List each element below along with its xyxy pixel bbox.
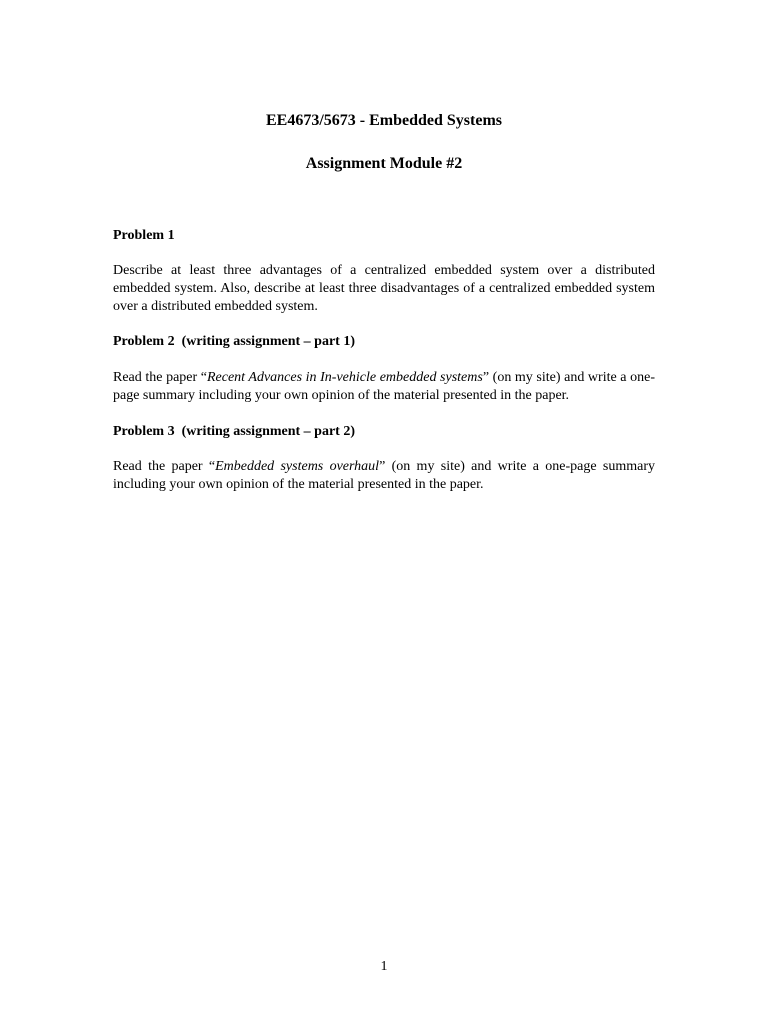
document-subtitle: Assignment Module #2 [305, 155, 463, 172]
problem-1-body: Describe at least three advantages of a centralized embedded system over a distributed embedded system. Also, describe at least three disadvantages of a centralized embedded system over a distributed embedded system. [113, 263, 655, 314]
problem-2-body [113, 369, 655, 405]
problem-3-paper-title: Embedded systems overhaul [215, 459, 380, 474]
problem-2-body-before: Read the paper “ [113, 370, 207, 385]
problem-1-heading: Problem 1 [113, 228, 175, 243]
page-number: 1 [380, 959, 388, 974]
problem-3-body-after: ” (on my site) and write a one-page summary including your own opinion of the material presented in the paper. [113, 459, 655, 492]
problem-3-body [113, 458, 655, 494]
problem-3-body-before: Read the paper “ [113, 459, 216, 474]
problem-2-paper-title: Recent Advances in In-vehicle embedded systems [206, 370, 483, 385]
problem-2-body-after: ” (on my site) and write a one-page summary including your own opinion of the material presented in the paper. [113, 370, 655, 403]
problem-2-heading: Problem 2 (writing assignment – part 1) [113, 334, 355, 349]
document-title: EE4673/5673 - Embedded Systems [265, 112, 503, 129]
problem-3-heading: Problem 3 (writing assignment – part 2) [113, 424, 355, 439]
